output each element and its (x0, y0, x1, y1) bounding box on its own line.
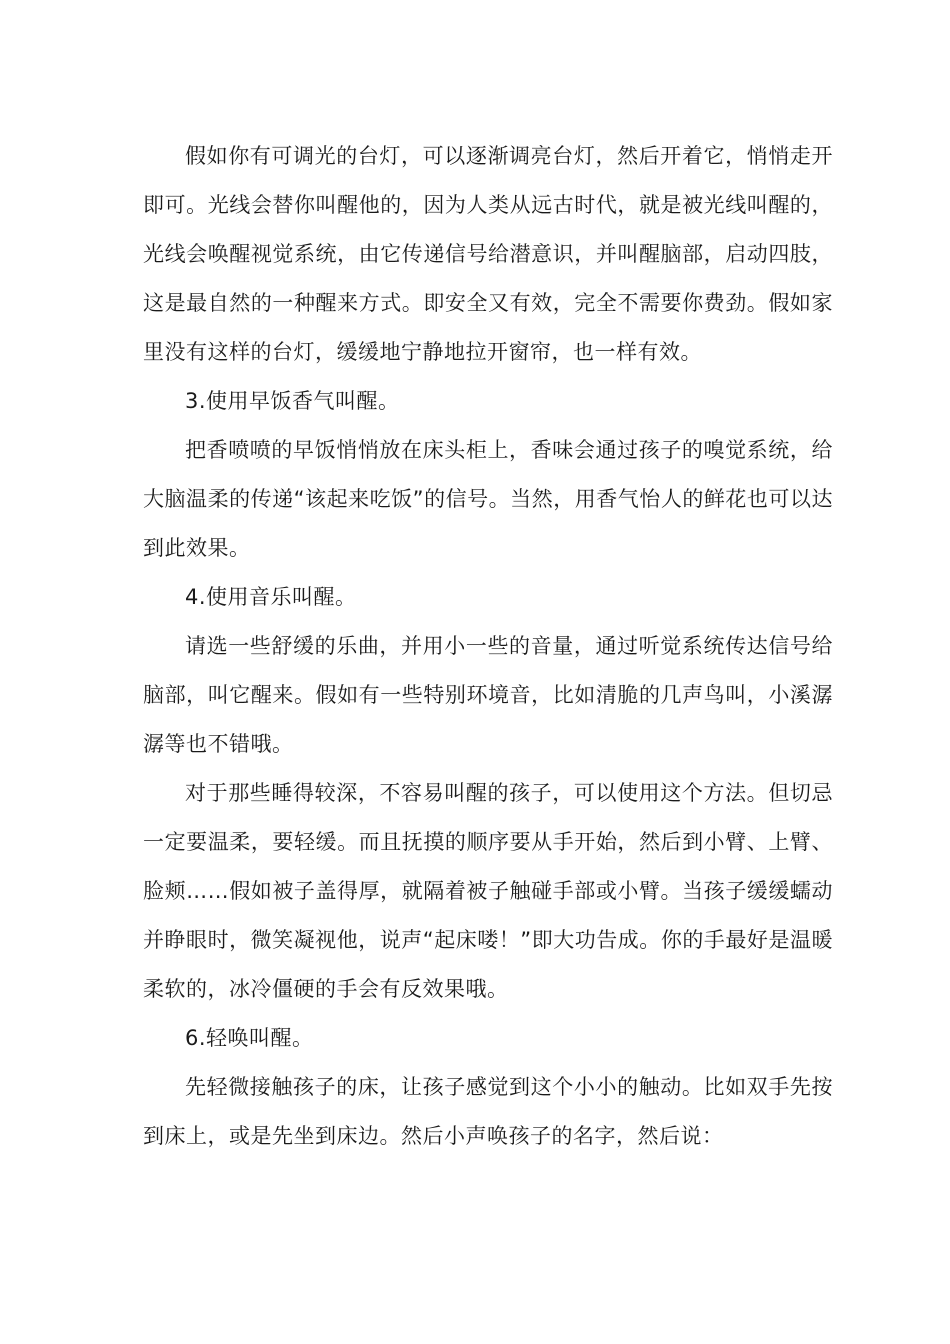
heading-soft-call: 6.轻唤叫醒。 (185, 1026, 314, 1050)
paragraph-soft-call: 先轻微接触孩子的床，让孩子感觉到这个小小的触动。比如双手先按到床上，或是先坐到床边。然后小声唤孩子的名字，然后说： (143, 1075, 833, 1148)
document-body (143, 132, 833, 1161)
heading-breakfast: 3.使用早饭香气叫醒。 (185, 389, 400, 413)
paragraph-touch: 对于那些睡得较深，不容易叫醒的孩子，可以使用这个方法。但切忌一定要温柔，要轻缓。而且抚摸的顺序要从手开始，然后到小臂、上臂、脸颊……假如被子盖得厚，就隔着被子触碰手部或小臂。当孩子缓缓蠕动并睁眼时，微笑凝视他，说声“起床喽！”即大功告成。你的手最好是温暖柔软的，冰冷僵硬的手会有反效果哦。 (143, 781, 833, 1001)
heading-music: 4.使用音乐叫醒。 (185, 585, 357, 609)
paragraph-music: 请选一些舒缓的乐曲，并用小一些的音量，通过听觉系统传达信号给脑部，叫它醒来。假如有一些特别环境音，比如清脆的几声鸟叫，小溪潺潺等也不错哦。 (143, 634, 833, 756)
paragraph-breakfast: 把香喷喷的早饭悄悄放在床头柜上，香味会通过孩子的嗅觉系统，给大脑温柔的传递“该起来吃饭”的信号。当然，用香气怡人的鲜花也可以达到此效果。 (143, 438, 833, 560)
paragraph-lamp: 假如你有可调光的台灯，可以逐渐调亮台灯，然后开着它，悄悄走开即可。光线会替你叫醒他的，因为人类从远古时代，就是被光线叫醒的，光线会唤醒视觉系统，由它传递信号给潜意识，并叫醒脑部，启动四肢，这是最自然的一种醒来方式。即安全又有效，完全不需要你费劲。假如家里没有这样的台灯，缓缓地宁静地拉开窗帘，也一样有效。 (143, 144, 833, 364)
